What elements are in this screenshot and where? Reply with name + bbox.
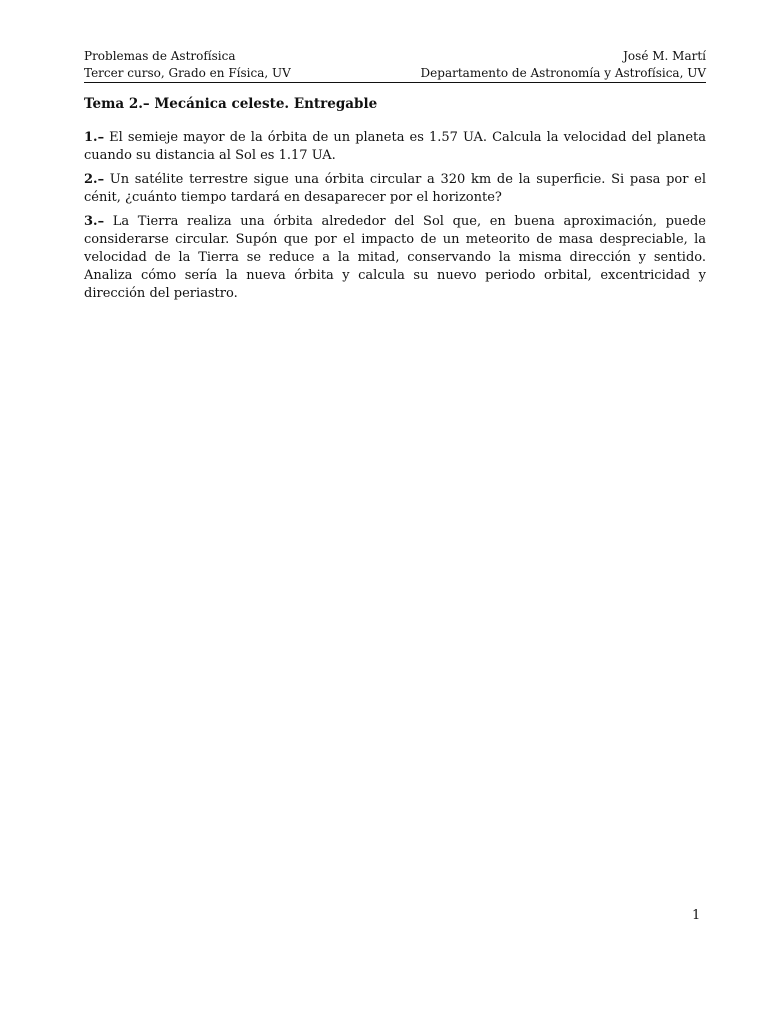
page-header xyxy=(84,48,706,83)
problem-text: La Tierra realiza una órbita alrededor del Sol que, en buena aproximación, puede considerarse circular. Supón que por el impacto de un meteorito de masa despreciable, la velocidad de la Tierra se reduce a la mitad, conservando la misma dirección y sentido. Analiza cómo sería la nueva órbita y calcula su nuevo periodo orbital, excentricidad y dirección del periastro. xyxy=(84,214,706,301)
page-number: 1 xyxy=(692,908,701,923)
course-title: Problemas de Astrofísica xyxy=(84,49,236,63)
problem-2 xyxy=(84,171,706,207)
problem-number: 1.– xyxy=(84,130,105,145)
problem-text: El semieje mayor de la órbita de un planeta es 1.57 UA. Calcula la velocidad del planeta cuando su distancia al Sol es 1.17 UA. xyxy=(84,130,706,163)
author-name: José M. Martí xyxy=(623,49,706,63)
department-name: Departamento de Astronomía y Astrofísica, UV xyxy=(420,66,706,80)
page-content xyxy=(84,95,706,309)
problem-3 xyxy=(84,213,706,303)
course-subtitle: Tercer curso, Grado en Física, UV xyxy=(84,66,291,80)
problem-number: 3.– xyxy=(84,214,105,229)
problem-1 xyxy=(84,129,706,165)
header-left xyxy=(84,48,291,82)
problem-text: Un satélite terrestre sigue una órbita circular a 320 km de la superficie. Si pasa por el cénit, ¿cuánto tiempo tardará en desaparecer por el horizonte? xyxy=(84,172,706,205)
problem-number: 2.– xyxy=(84,172,105,187)
header-right xyxy=(421,48,706,82)
section-title: Tema 2.– Mecánica celeste. Entregable xyxy=(84,96,378,112)
